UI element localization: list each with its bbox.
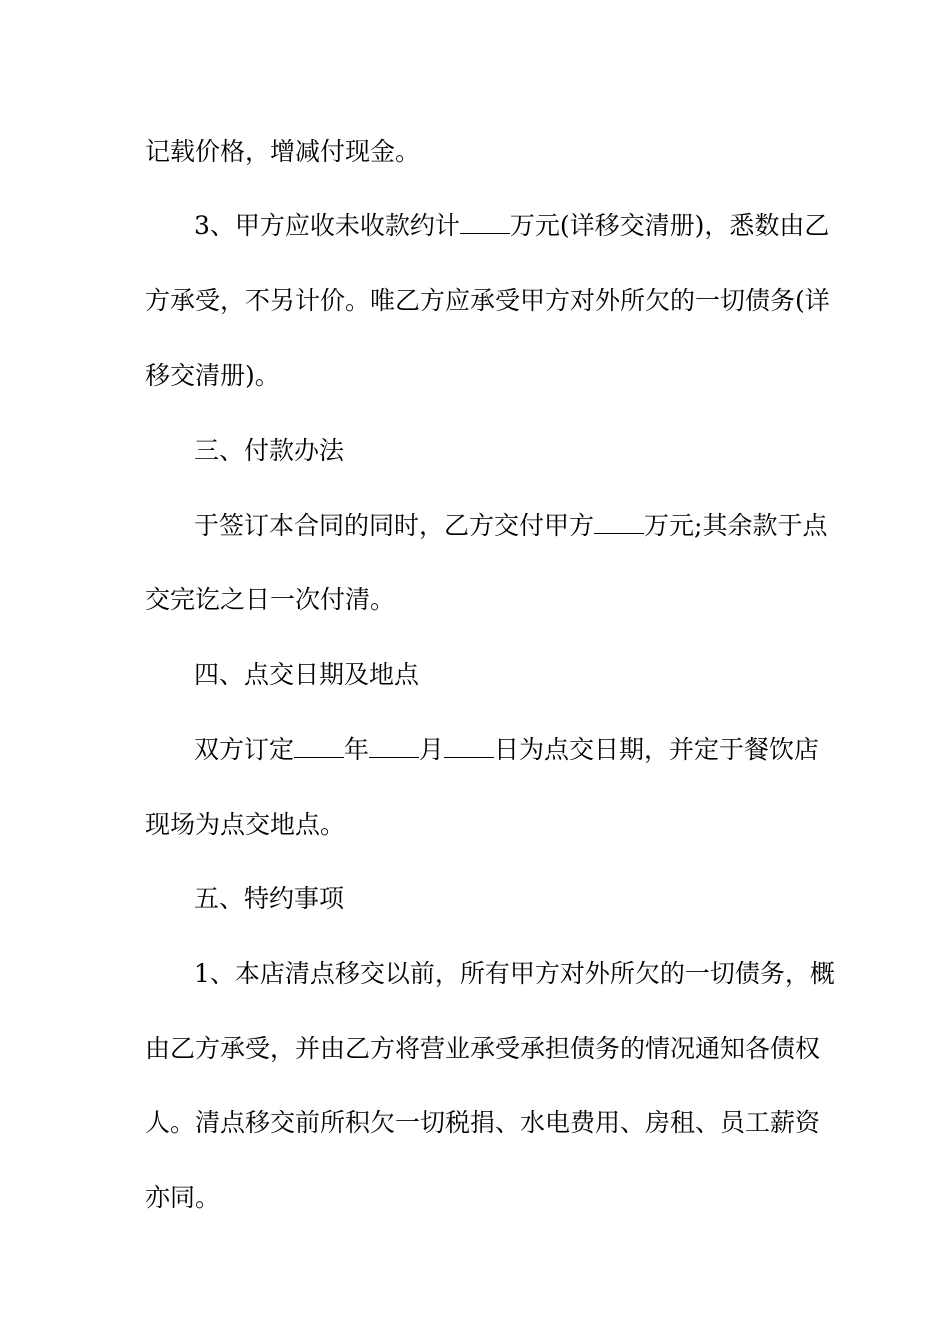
fill-in-blank [460,211,510,234]
paragraph-line [145,136,420,168]
paragraph-line [145,1033,820,1065]
text-segment: 由乙方承受，并由乙方将营业承受承担债务的情况通知各债权 [145,1034,821,1063]
text-segment: 人。清点移交前所积欠一切税捐、水电费用、房租、员工薪资 [145,1108,821,1137]
text-segment: 交完讫之日一次付清。 [145,585,396,614]
text-segment: 日为点交日期，并定于餐饮店 [494,735,820,764]
text-segment: 移交清册)。 [145,361,280,390]
paragraph-line [194,734,819,766]
paragraph-line [194,210,829,242]
text-segment: 年 [344,735,370,764]
text-segment: 双方订定 [194,735,295,764]
text-segment: 三、付款办法 [194,436,345,465]
paragraph-line [145,584,395,616]
section-heading [194,883,344,915]
fill-in-blank [294,735,344,758]
text-segment: 3、甲方应收未收款约计 [194,211,460,240]
fill-in-blank [444,735,494,758]
section-heading [194,435,344,467]
text-segment: 1、本店清点移交以前，所有甲方对外所欠的一切债务，概 [194,959,835,988]
section-heading [194,659,419,691]
text-segment: 月 [419,735,445,764]
paragraph-line [194,510,827,542]
paragraph-line [145,360,280,392]
text-segment: 四、点交日期及地点 [194,660,420,689]
text-segment: 现场为点交地点。 [145,810,346,839]
text-segment: 万元;其余款于点 [644,511,828,540]
text-segment: 方承受，不另计价。唯乙方应承受甲方对外所欠的一切债务(详 [145,286,830,315]
text-segment: 亦同。 [145,1183,221,1212]
fill-in-blank [594,511,644,534]
paragraph-line [145,1107,820,1139]
text-segment: 记载价格，增减付现金。 [145,137,421,166]
paragraph-line [145,809,345,841]
paragraph-line [194,958,835,990]
paragraph-line [145,1182,220,1214]
fill-in-blank [369,735,419,758]
text-segment: 于签订本合同的同时，乙方交付甲方 [194,511,595,540]
paragraph-line [145,285,830,317]
text-segment: 万元(详移交清册)，悉数由乙 [509,211,830,240]
text-segment: 五、特约事项 [194,884,345,913]
